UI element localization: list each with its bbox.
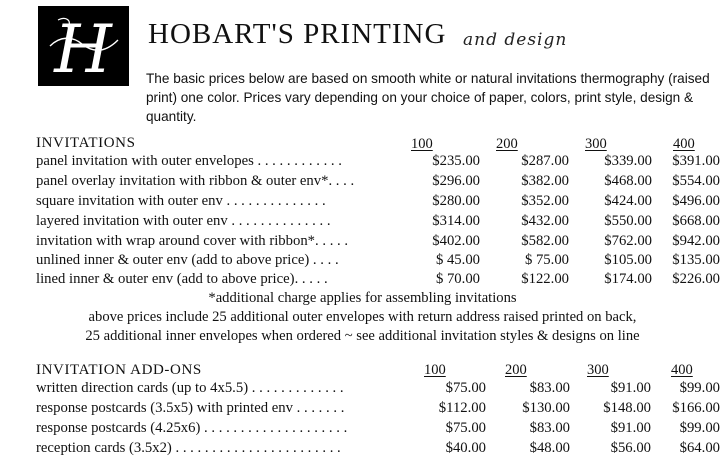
assembly-note: *additional charge applies for assembling invitations [208, 290, 517, 306]
price-200: $83.00 [529, 420, 570, 436]
price-100: $75.00 [445, 420, 486, 436]
price-300: $339.00 [604, 153, 652, 169]
item-label: reception cards (3.5x2) . . . . . . . . . . . . . . . . . . . . . . . [36, 440, 341, 456]
price-300: $91.00 [610, 420, 651, 436]
invitations-col-400: 400 [673, 136, 695, 152]
price-400: $391.00 [672, 153, 720, 169]
price-100: $280.00 [432, 193, 480, 209]
envelope-note: above prices include 25 additional outer envelopes with return address raised printed on back, [88, 309, 637, 325]
invitations-col-300: 300 [585, 136, 607, 152]
invitations-col-200: 200 [496, 136, 518, 152]
invitations-col-100: 100 [411, 136, 433, 152]
invitations-row [36, 153, 720, 173]
intro-paragraph: The basic prices below are based on smooth white or natural invitations thermography (raised print) one color. Prices vary depending on your choice of paper, colors, print style, design & quantity. [146, 71, 710, 124]
item-label: panel overlay invitation with ribbon & outer env*. . . . [36, 173, 355, 189]
addons-row [36, 440, 720, 460]
price-300: $56.00 [610, 440, 651, 456]
price-400: $135.00 [672, 252, 720, 268]
invitations-row [36, 252, 720, 272]
price-300: $174.00 [604, 271, 652, 287]
price-200: $130.00 [522, 400, 570, 416]
addons-heading: INVITATION ADD-ONS [36, 362, 202, 378]
price-400: $226.00 [672, 271, 720, 287]
price-400: $99.00 [679, 380, 720, 396]
price-300: $468.00 [604, 173, 652, 189]
invitations-row [36, 173, 720, 193]
price-400: $554.00 [672, 173, 720, 189]
price-100: $75.00 [445, 380, 486, 396]
price-400: $668.00 [672, 213, 720, 229]
addons-row [36, 400, 720, 420]
brand-name: HOBART'S PRINTING [148, 18, 447, 50]
price-400: $166.00 [672, 400, 720, 416]
price-100: $ 70.00 [435, 271, 480, 287]
price-400: $64.00 [679, 440, 720, 456]
price-400: $496.00 [672, 193, 720, 209]
item-label: layered invitation with outer env . . . . . . . . . . . . . . [36, 213, 331, 229]
price-400: $99.00 [679, 420, 720, 436]
price-300: $762.00 [604, 233, 652, 249]
invitations-heading: INVITATIONS [36, 135, 136, 151]
price-200: $432.00 [521, 213, 569, 229]
price-100: $ 45.00 [435, 252, 480, 268]
item-label: written direction cards (up to 4x5.5) . . . . . . . . . . . . . [36, 380, 344, 396]
price-100: $40.00 [445, 440, 486, 456]
logo-monogram: H [54, 11, 112, 86]
invitations-row [36, 233, 720, 253]
price-200: $287.00 [521, 153, 569, 169]
item-label: panel invitation with outer envelopes . . . . . . . . . . . . [36, 153, 342, 169]
price-200: $122.00 [521, 271, 569, 287]
price-200: $48.00 [529, 440, 570, 456]
item-label: response postcards (4.25x6) . . . . . . . . . . . . . . . . . . . . [36, 420, 348, 436]
brand-tagline: and design [463, 30, 568, 50]
price-100: $112.00 [438, 400, 486, 416]
invitations-row [36, 213, 720, 233]
addons-col-300: 300 [587, 362, 609, 378]
hobarts-logo [38, 6, 129, 86]
price-100: $314.00 [432, 213, 480, 229]
item-label: invitation with wrap around cover with ribbon*. . . . . [36, 233, 349, 249]
invitations-row [36, 271, 720, 291]
price-200: $83.00 [529, 380, 570, 396]
price-100: $296.00 [432, 173, 480, 189]
addons-row [36, 380, 720, 400]
addons-col-400: 400 [671, 362, 693, 378]
item-label: response postcards (3.5x5) with printed env . . . . . . . [36, 400, 345, 416]
inner-envelope-note: 25 additional inner envelopes when ordered ~ see additional invitation styles & designs on line [85, 328, 640, 344]
price-200: $ 75.00 [524, 252, 569, 268]
item-label: square invitation with outer env . . . . . . . . . . . . . . [36, 193, 326, 209]
addons-col-100: 100 [424, 362, 446, 378]
addons-col-200: 200 [505, 362, 527, 378]
price-400: $942.00 [672, 233, 720, 249]
price-300: $91.00 [610, 380, 651, 396]
price-300: $105.00 [604, 252, 652, 268]
addons-row [36, 420, 720, 440]
price-200: $582.00 [521, 233, 569, 249]
item-label: unlined inner & outer env (add to above price) . . . . [36, 252, 339, 268]
invitations-row [36, 193, 720, 213]
item-label: lined inner & outer env (add to above price). . . . . [36, 271, 328, 287]
price-300: $550.00 [604, 213, 652, 229]
price-300: $148.00 [603, 400, 651, 416]
price-300: $424.00 [604, 193, 652, 209]
price-100: $235.00 [432, 153, 480, 169]
price-100: $402.00 [432, 233, 480, 249]
price-200: $382.00 [521, 173, 569, 189]
price-200: $352.00 [521, 193, 569, 209]
